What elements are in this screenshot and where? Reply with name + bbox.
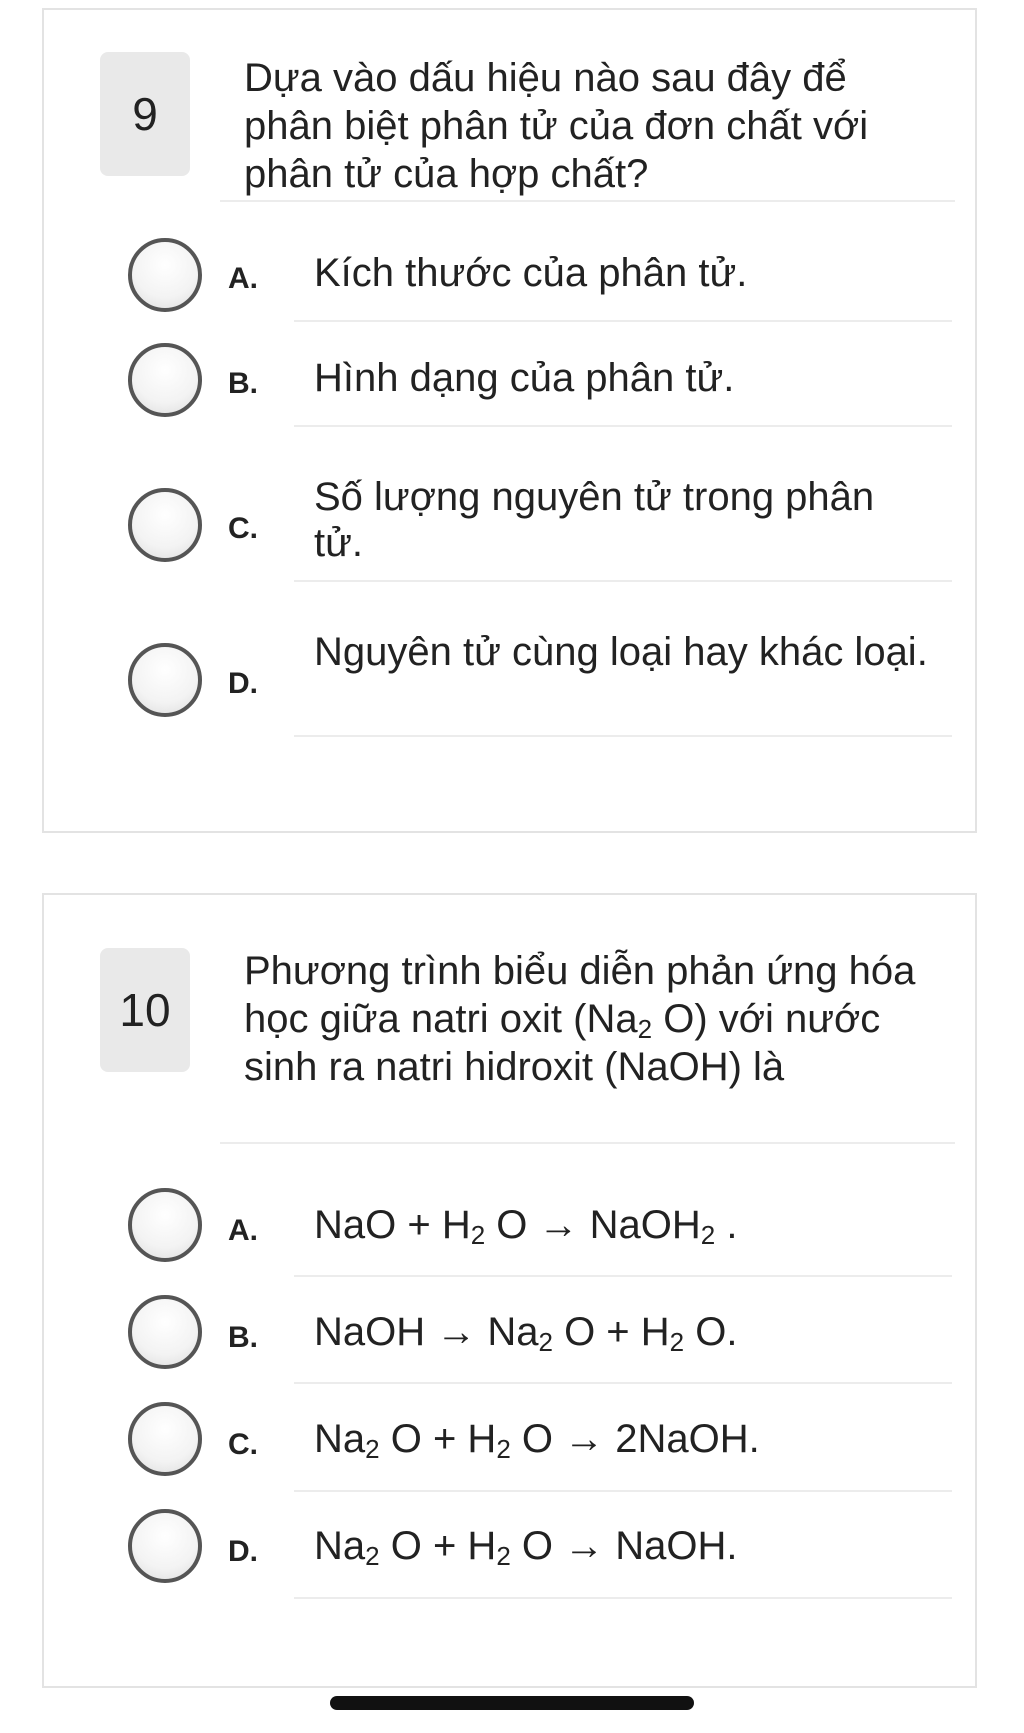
option-c[interactable] bbox=[128, 475, 958, 568]
option-text: Số lượng nguyên tử trong phân tử. bbox=[314, 475, 875, 565]
subscript: 2 bbox=[637, 1014, 653, 1044]
option-equation bbox=[314, 1523, 934, 1569]
question-number-badge: 10 bbox=[100, 948, 190, 1072]
subscript: 2 bbox=[496, 1434, 511, 1464]
radio-button-c[interactable] bbox=[128, 1402, 202, 1476]
equation-part: Na bbox=[314, 1417, 366, 1461]
divider bbox=[294, 320, 952, 322]
radio-button-b[interactable] bbox=[128, 343, 202, 417]
divider bbox=[220, 1142, 955, 1144]
equation-part: . bbox=[715, 1203, 738, 1247]
subscript: 2 bbox=[365, 1541, 380, 1571]
option-d[interactable] bbox=[128, 630, 958, 723]
divider bbox=[294, 735, 952, 737]
divider bbox=[294, 1490, 952, 1492]
question-card-10 bbox=[42, 893, 977, 1688]
question-text bbox=[244, 947, 924, 1091]
equation-part: O → NaOH bbox=[485, 1203, 701, 1247]
option-letter: B. bbox=[228, 1321, 258, 1354]
radio-button-d[interactable] bbox=[128, 643, 202, 717]
option-letter: B. bbox=[228, 367, 258, 400]
equation-part: O → 2NaOH. bbox=[510, 1417, 760, 1461]
radio-button-a[interactable] bbox=[128, 238, 202, 312]
equation-part: O + H bbox=[552, 1310, 670, 1354]
subscript: 2 bbox=[470, 1220, 486, 1250]
divider bbox=[294, 425, 952, 427]
radio-button-b[interactable] bbox=[128, 1295, 202, 1369]
question-card-9 bbox=[42, 8, 977, 833]
divider bbox=[294, 580, 952, 582]
question-number-badge: 9 bbox=[100, 52, 190, 176]
option-letter: A. bbox=[228, 262, 258, 295]
subscript: 2 bbox=[538, 1327, 553, 1357]
equation-part: O. bbox=[684, 1310, 738, 1354]
divider bbox=[294, 1597, 952, 1599]
option-a[interactable] bbox=[128, 238, 958, 318]
option-text: Kích thước của phân tử. bbox=[314, 251, 748, 295]
option-letter: D. bbox=[228, 667, 258, 700]
radio-button-c[interactable] bbox=[128, 488, 202, 562]
option-text: Nguyên tử cùng loại hay khác loại. bbox=[314, 630, 928, 674]
radio-button-d[interactable] bbox=[128, 1509, 202, 1583]
divider bbox=[294, 1382, 952, 1384]
option-equation bbox=[314, 1309, 934, 1355]
divider bbox=[220, 200, 955, 202]
option-c[interactable] bbox=[128, 1402, 958, 1482]
subscript: 2 bbox=[669, 1327, 685, 1357]
option-letter: C. bbox=[228, 1428, 258, 1461]
equation-part: Na bbox=[314, 1524, 366, 1568]
option-letter: A. bbox=[228, 1214, 258, 1247]
question-text: Dựa vào dấu hiệu nào sau đây để phân biệt phân tử của đơn chất với phân tử của hợp chất? bbox=[244, 56, 869, 196]
option-b[interactable] bbox=[128, 343, 958, 423]
option-letter: D. bbox=[228, 1535, 258, 1568]
equation-part: NaOH → Na bbox=[314, 1310, 539, 1354]
subscript: 2 bbox=[496, 1541, 511, 1571]
equation-part: O + H bbox=[379, 1417, 497, 1461]
divider bbox=[294, 1275, 952, 1277]
question-text-part: Phương trình biểu diễn phản ứng hóa học giữa natri oxit (Na bbox=[244, 949, 916, 1041]
subscript: 2 bbox=[700, 1220, 716, 1250]
option-a[interactable] bbox=[128, 1188, 958, 1268]
option-b[interactable] bbox=[128, 1295, 958, 1375]
question-text-part: O) với nước sinh ra natri hidroxit (NaOH) là bbox=[244, 997, 881, 1089]
equation-part: NaO + H bbox=[314, 1203, 471, 1247]
option-letter: C. bbox=[228, 512, 258, 545]
home-indicator[interactable] bbox=[330, 1696, 694, 1710]
option-d[interactable] bbox=[128, 1509, 958, 1589]
equation-part: O + H bbox=[379, 1524, 497, 1568]
subscript: 2 bbox=[365, 1434, 380, 1464]
equation-part: O → NaOH. bbox=[510, 1524, 738, 1568]
radio-button-a[interactable] bbox=[128, 1188, 202, 1262]
option-text: Hình dạng của phân tử. bbox=[314, 356, 735, 400]
option-equation bbox=[314, 1416, 934, 1462]
option-equation bbox=[314, 1202, 934, 1248]
